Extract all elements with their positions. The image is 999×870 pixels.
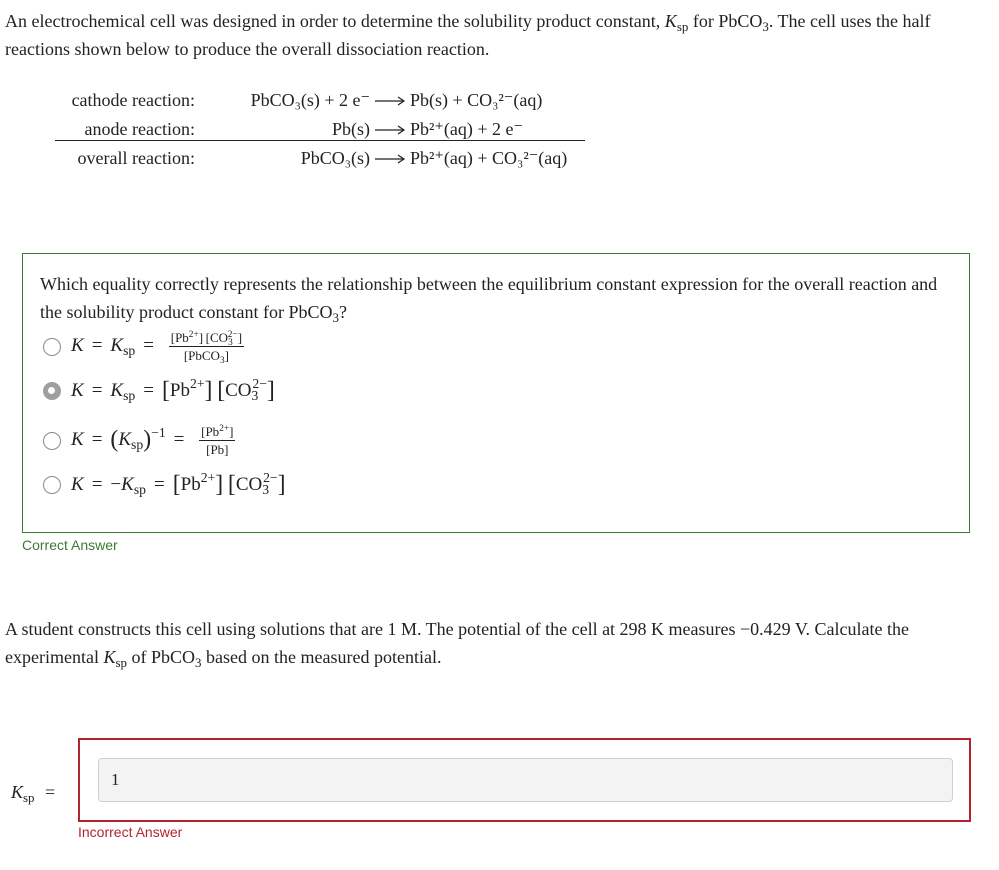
fraction: $\frac{[Pb^{2+}]}{[Pb]}$: [201, 423, 234, 457]
sp-subscript: sp: [115, 654, 128, 670]
reaction-table: [55, 86, 585, 173]
part2-text-2: of PbCO: [127, 647, 196, 667]
intro-text-2: for PbCO: [688, 11, 763, 31]
subscript-3: 3: [195, 654, 202, 670]
equals-sign: =: [45, 782, 56, 802]
cathode-row: [55, 86, 585, 115]
option-b[interactable]: [43, 376, 275, 404]
question-text-main: Which equality correctly represents the relationship between the equilibrium constant expression for the overall reaction and the solubility product constant for PbCO: [40, 274, 938, 322]
correct-answer-status: Correct Answer: [22, 537, 118, 553]
question-mark: ?: [338, 302, 347, 322]
question-text: [40, 270, 940, 326]
anode-reactants: Pb(s): [331, 119, 370, 139]
k-symbol: K: [103, 647, 116, 667]
ksp-answer-input[interactable]: [98, 758, 953, 802]
anode-products: Pb²⁺(aq) + 2 e⁻: [410, 119, 524, 139]
intro-text-3: . The cell uses the half reactions shown below to produce the overall dissociation reaction.: [5, 11, 931, 59]
option-b-expression: $K = K_{sp} = [Pb^{2+}]$ $[CO_3^{2-}]$: [71, 376, 275, 404]
cathode-label: cathode reaction:: [71, 90, 195, 110]
radio-option-c[interactable]: [43, 432, 61, 450]
radio-option-d[interactable]: [43, 476, 61, 494]
option-a[interactable]: [43, 329, 246, 366]
ksp-label: [11, 782, 55, 803]
answer-box: [78, 738, 971, 822]
arrow-icon: [373, 144, 407, 182]
option-d-expression: $K = -K_{sp} = [Pb^{2+}]$ $[CO_3^{2-}]$: [71, 470, 286, 498]
question-box: [22, 253, 970, 533]
option-c[interactable]: [43, 424, 237, 457]
radio-option-b-selected[interactable]: [43, 382, 61, 400]
k-symbol: K: [664, 11, 677, 31]
intro-paragraph: [5, 7, 980, 63]
divider: [55, 140, 585, 141]
part2-paragraph: [5, 615, 980, 671]
cathode-reactants: PbCO₃(s) + 2 e⁻: [250, 90, 370, 110]
part2-text: A student constructs this cell using solutions that are 1 M. The potential of the cell at 298 K measures −0.429 V. Calculate the experimental: [5, 619, 909, 667]
sp-subscript: sp: [23, 789, 35, 805]
sp-subscript: sp: [676, 18, 689, 34]
overall-products: Pb²⁺(aq) + CO₃²⁻(aq): [410, 148, 568, 168]
part2-text-3: based on the measured potential.: [201, 647, 442, 667]
option-d[interactable]: [43, 470, 286, 498]
radio-option-a[interactable]: [43, 338, 61, 356]
subscript-3: 3: [762, 18, 769, 34]
option-c-expression: $K = (K_{sp})^{-1}$ = $\frac{[Pb^{2+}]}{[Pb]}$: [71, 423, 234, 457]
overall-reactants: PbCO₃(s): [300, 148, 370, 168]
overall-row: [55, 144, 585, 173]
intro-text: An electrochemical cell was designed in order to determine the solubility product constant,: [5, 11, 665, 31]
anode-label: anode reaction:: [84, 119, 195, 139]
overall-label: overall reaction:: [77, 148, 195, 168]
fraction: $\frac{[Pb^{2+}] [CO_3^{2-}]}{[PbCO_3]}$: [170, 329, 243, 366]
subscript-3: 3: [332, 309, 339, 325]
k-symbol: K: [11, 782, 24, 802]
option-a-expression: $K = K_{sp}$ = $\frac{[Pb^{2+}] [CO_3^{2-}]}{[PbCO_3]}$: [71, 329, 243, 366]
cathode-products: Pb(s) + CO₃²⁻(aq): [410, 90, 543, 110]
incorrect-answer-status: Incorrect Answer: [78, 824, 183, 840]
